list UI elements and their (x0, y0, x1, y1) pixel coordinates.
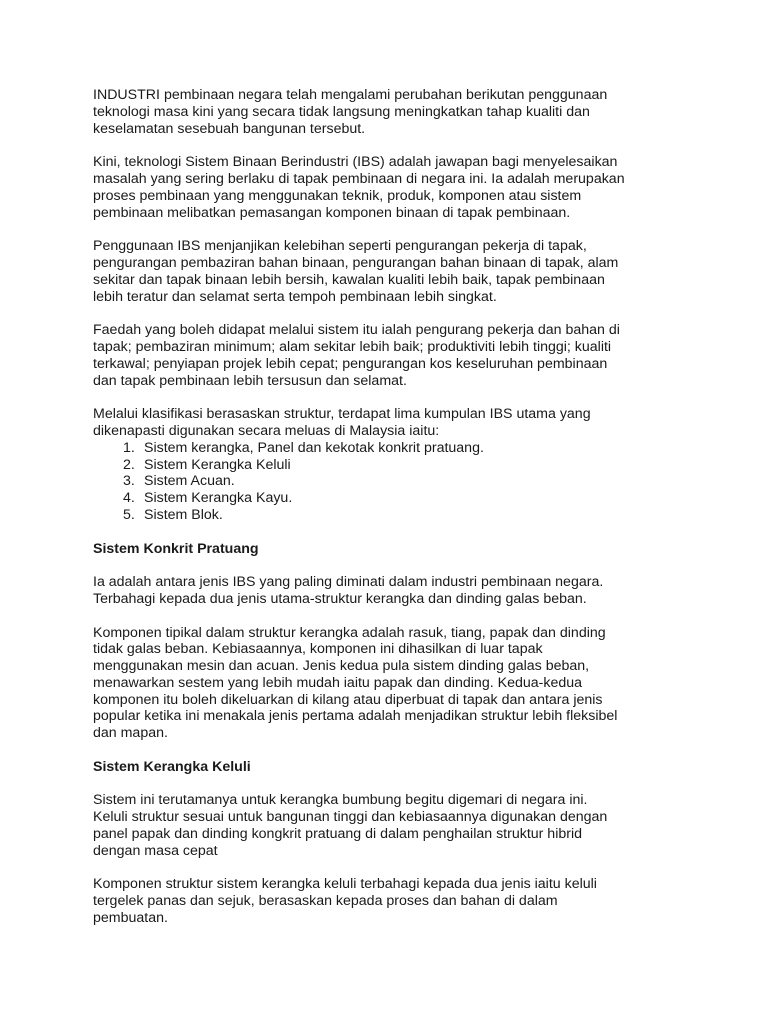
document-page (93, 87, 683, 944)
list-item-number: 5. (123, 506, 135, 523)
list-item (93, 490, 683, 507)
list-item (93, 507, 683, 524)
list-item-number: 1. (123, 439, 135, 456)
list-item-number: 3. (123, 473, 135, 490)
section-heading-kerangka-keluli: Sistem Kerangka Keluli (93, 758, 251, 775)
ibs-group-list (93, 440, 683, 524)
list-item-number: 4. (123, 490, 135, 507)
paragraph-ibs-definition: Kini, teknologi Sistem Binaan Berindustri (IBS) adalah jawapan bagi menyelesaikan masalah yang sering berlaku di tapak pembinaan di negara ini. Ia adalah merupakan proses pembinaan yang menggunakan teknik, produk, komponen atau sistem pembinaan melibatkan pemasangan komponen binaan di tapak pembinaan. (93, 154, 625, 221)
paragraph-classification: Melalui klasifikasi berasaskan struktur, terdapat lima kumpulan IBS utama yang dikenapasti digunakan secara meluas di Malaysia iaitu: (93, 406, 591, 439)
list-item (93, 457, 683, 474)
list-item-number: 2. (123, 456, 135, 473)
paragraph-keluli-components: Komponen struktur sistem kerangka keluli terbahagi kepada dua jenis iaitu keluli tergelek panas dan sejuk, berasaskan kepada proses dan bahan di dalam pembuatan. (93, 876, 597, 927)
paragraph-intro: INDUSTRI pembinaan negara telah mengalami perubahan berikutan penggunaan teknologi masa kini yang secara tidak langsung meningkatkan tahap kualiti dan keselamatan sesebuah bangunan tersebut. (93, 87, 608, 137)
paragraph-konkrit-overview: Ia adalah antara jenis IBS yang paling diminati dalam industri pembinaan negara. Terbahagi kepada dua jenis utama-struktur kerangka dan dinding galas beban. (93, 574, 604, 607)
list-item (93, 473, 683, 490)
paragraph-keluli-overview: Sistem ini terutamanya untuk kerangka bumbung begitu digemari di negara ini. Keluli struktur sesuai untuk bangunan tinggi dan kebiasaannya digunakan dengan panel papak dan dinding kongkrit pratuang di dalam penghailan struktur hibrid dengan masa cepat (93, 792, 608, 859)
paragraph-ibs-benefits: Faedah yang boleh didapat melalui sistem itu ialah pengurang pekerja dan bahan di tapak; pembaziran minimum; alam sekitar lebih baik; produktiviti lebih tinggi; kualiti terkawal; penyiapan projek lebih cepat; pengurangan kos keseluruhan pembinaan dan tapak pembinaan lebih tersusun dan selamat. (93, 322, 620, 389)
list-item-text: Sistem Blok. (144, 506, 223, 523)
list-item-text: Sistem Kerangka Kayu. (144, 490, 293, 507)
list-item (93, 440, 683, 457)
list-item-text: Sistem Kerangka Keluli (144, 456, 291, 473)
paragraph-ibs-advantages: Penggunaan IBS menjanjikan kelebihan seperti pengurangan pekerja di tapak, pengurangan pembaziran bahan binaan, pengurangan bahan binaan di tapak, alam sekitar dan tapak binaan lebih bersih, kawalan kualiti lebih baik, tapak pembinaan lebih teratur dan selamat serta tempoh pembinaan lebih singkat. (93, 238, 619, 305)
list-item-text: Sistem kerangka, Panel dan kekotak konkrit pratuang. (144, 439, 484, 456)
list-item-text: Sistem Acuan. (144, 473, 235, 490)
paragraph-konkrit-components: Komponen tipikal dalam struktur kerangka adalah rasuk, tiang, papak dan dinding tidak galas beban. Kebiasaannya, komponen ini dihasilkan di luar tapak menggunakan mesin dan acuan. Jenis kedua pula sistem dinding galas beban, menawarkan sestem yang lebih mudah iaitu papak dan dinding. Kedua-kedua komponen itu boleh dikeluarkan di kilang atau diperbuat di tapak dan antara jenis popular ketika ini menakala jenis pertama adalah menjadikan struktur lebih fleksibel dan mapan. (93, 624, 618, 742)
section-heading-konkrit-pratuang: Sistem Konkrit Pratuang (93, 540, 259, 557)
